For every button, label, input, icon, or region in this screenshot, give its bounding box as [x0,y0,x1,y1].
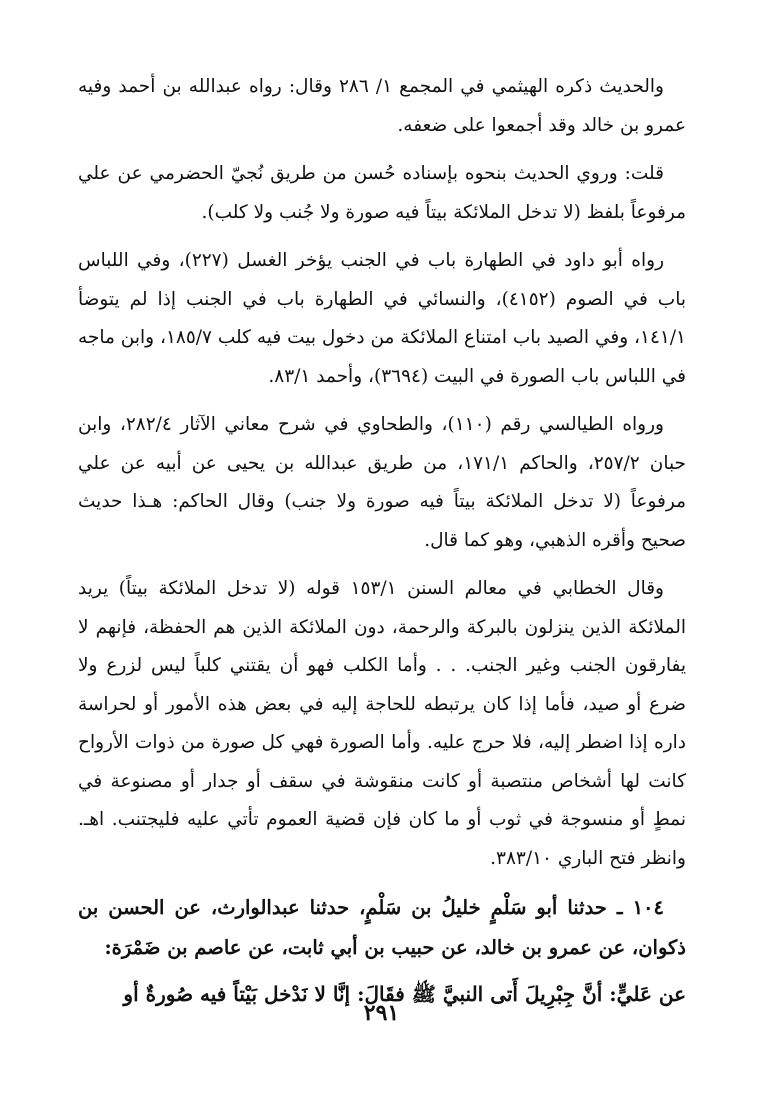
commentary-paragraph-4: ورواه الطيالسي رقم (١١٠)، والطحاوي في شرح معاني الآثار ٢٨٢/٤، وابن حبان ٢٥٧/٢، والحاكم ١٧١/١، من طريق عبدالله بن يحيى عن أبيه عن علي مرفوعاً (لا تدخل الملائكة بيتاً فيه صورة ولا جنب) وقال الحاكم: هـذا حديث صحيح وأقره الذهبي، وهو كما قال. [78,414,686,551]
hadith-matn: عن عَليٍّ: أنَّ جِبْرِيلَ أَتى النبيَّ ﷺ فقَالَ: إنَّا لا نَدْخل بَيْتاً فيه صُورةٌ أو [123,982,686,1006]
commentary-paragraph-5: وقال الخطابي في معالم السنن ١٥٣/١ قوله (لا تدخل الملائكة بيتاً) يريد الملائكة الذين ينزلون بالبركة والرحمة، دون الملائكة الذين هم الحفظة، فإنهم لا يفارقون الجنب وغير الجنب. . . وأما الكلب فهو أن يقتني كلباً ليس لزرع ولا ضرع أو صيد، فأما إذا كان يرتبطه للحاجة إليه في بعض هذه الأمور أو لحراسة داره إذا اضطر إليه، فلا حرج عليه. وأما الصورة فهي كل صورة من ذوات الأرواح كانت لها أشخاص منتصبة أو كانت منقوشة في سقف أو جدار أو مصنوعة في نمطٍ أو منسوجة في ثوب أو ما كان فإن قضية العموم تأتي عليه فليجتنب. اهـ. وانظر فتح الباري ٣٨٣/١٠. [78,578,687,869]
page-content [78,68,686,1014]
commentary-paragraph-1: والحديث ذكره الهيثمي في المجمع ١/ ٢٨٦ وقال: رواه عبدالله بن أحمد وفيه عمرو بن خالد وقد أجمعوا على ضعفه. [78,76,686,136]
commentary-paragraph-2: قلت: وروي الحديث بنحوه بإسناده حُسن من طريق نُجيّ الحضرمي عن علي مرفوعاً بلفظ (لا تدخل الملائكة بيتاً فيه صورة ولا جُنب ولا كلب). [78,163,686,223]
hadith-isnad: ١٠٤ ـ حدثنا أبو سَلْمٍ خليلُ بن سَلْمٍ، حدثنا عبدالوارث، عن الحسن بن ذكوان، عن عمرو بن خالد، عن حبيب بن أبي ثابت، عن عاصم بن ضَمْرَة: [78,896,686,959]
page-number: ٢٩١ [363,1000,400,1026]
commentary-paragraph-3: رواه أبو داود في الطهارة باب في الجنب يؤخر الغسل (٢٢٧)، وفي اللباس باب في الصوم (٤١٥٢)، والنسائي في الطهارة باب في الجنب إذا لم يتوضأ ١٤١/١، وفي الصيد باب امتناع الملائكة من دخول بيت فيه كلب ١٨٥/٧، وابن ماجه في اللباس باب الصورة في البيت (٣٦٩٤)، وأحمد ٨٣/١. [78,250,686,387]
